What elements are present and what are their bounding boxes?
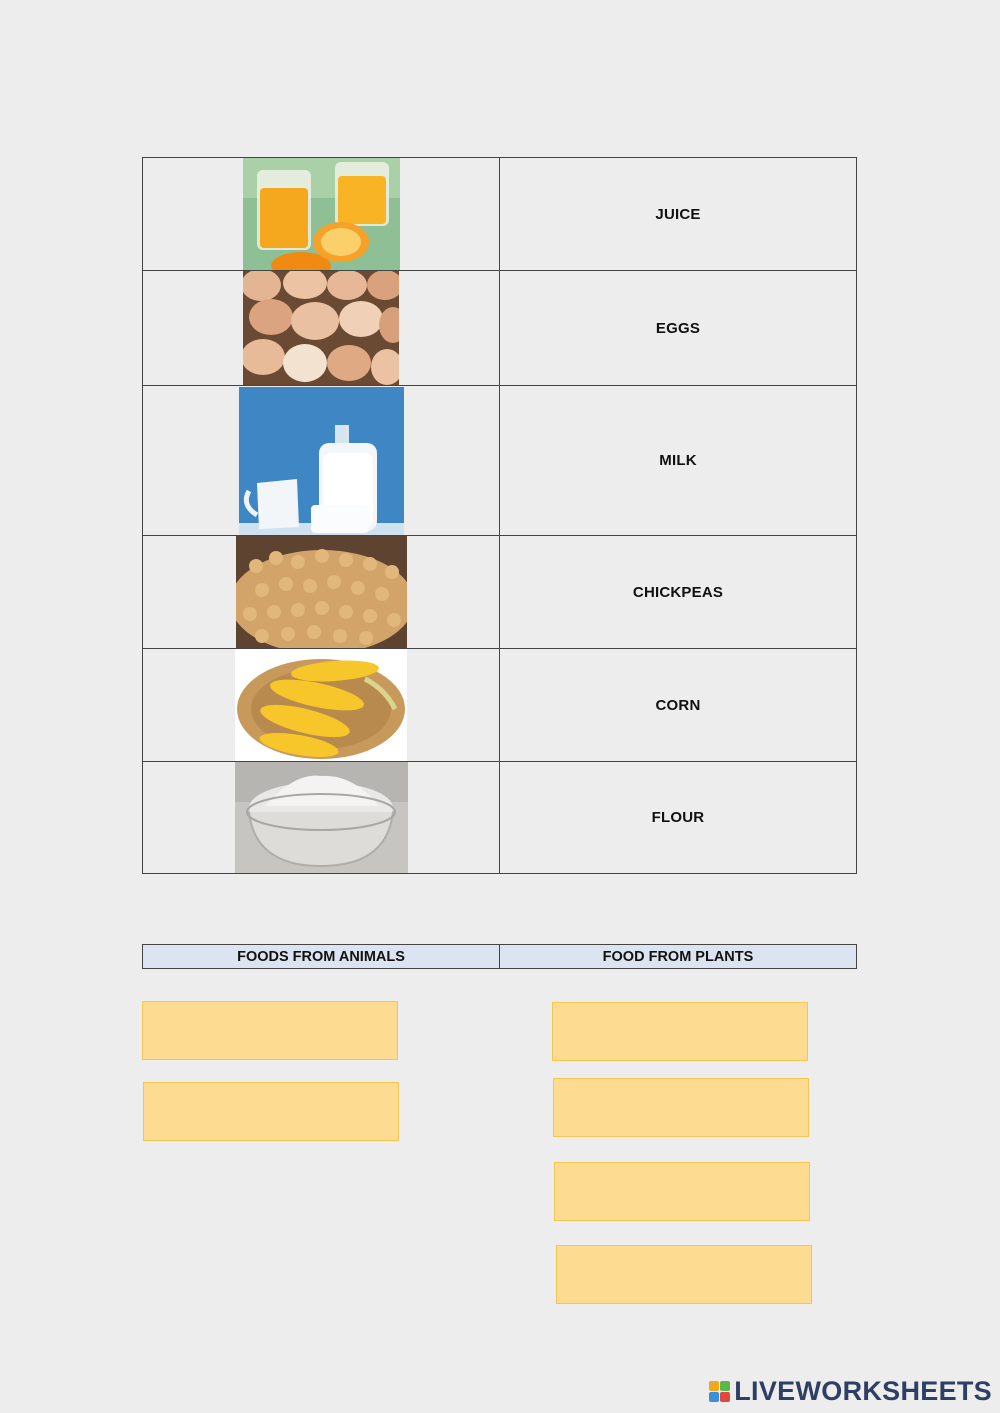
orange-juice-photo <box>243 158 400 270</box>
food-matching-table <box>142 157 857 874</box>
table-row <box>143 386 857 536</box>
food-label: JUICE <box>500 158 857 271</box>
food-label: FLOUR <box>500 762 857 874</box>
table-row <box>143 158 857 271</box>
flour-photo <box>235 762 408 873</box>
logo-icon <box>709 1381 730 1402</box>
plant-drop-box[interactable] <box>552 1002 808 1061</box>
picture-cell <box>143 649 500 762</box>
table-row <box>143 536 857 649</box>
picture-cell <box>143 271 500 386</box>
corn-photo <box>235 649 407 761</box>
food-from-plants-header: FOOD FROM PLANTS <box>500 945 857 969</box>
picture-cell <box>143 158 500 271</box>
animal-drop-box[interactable] <box>142 1001 398 1060</box>
picture-cell <box>143 386 500 536</box>
food-label: EGGS <box>500 271 857 386</box>
milk-photo <box>239 387 404 535</box>
plant-drop-box[interactable] <box>554 1162 810 1221</box>
picture-cell <box>143 536 500 649</box>
table-row <box>143 762 857 874</box>
eggs-photo <box>243 271 399 385</box>
food-label: CHICKPEAS <box>500 536 857 649</box>
animal-drop-box[interactable] <box>143 1082 399 1141</box>
picture-cell <box>143 762 500 874</box>
category-header <box>142 944 857 969</box>
chickpeas-photo <box>236 536 407 648</box>
table-row <box>143 271 857 386</box>
foods-from-animals-header: FOODS FROM ANIMALS <box>143 945 500 969</box>
plant-drop-box[interactable] <box>553 1078 809 1137</box>
plant-drop-box[interactable] <box>556 1245 812 1304</box>
food-label: CORN <box>500 649 857 762</box>
table-row <box>143 649 857 762</box>
food-label: MILK <box>500 386 857 536</box>
liveworksheets-logo <box>709 1376 992 1407</box>
logo-text: LIVEWORKSHEETS <box>734 1376 992 1406</box>
